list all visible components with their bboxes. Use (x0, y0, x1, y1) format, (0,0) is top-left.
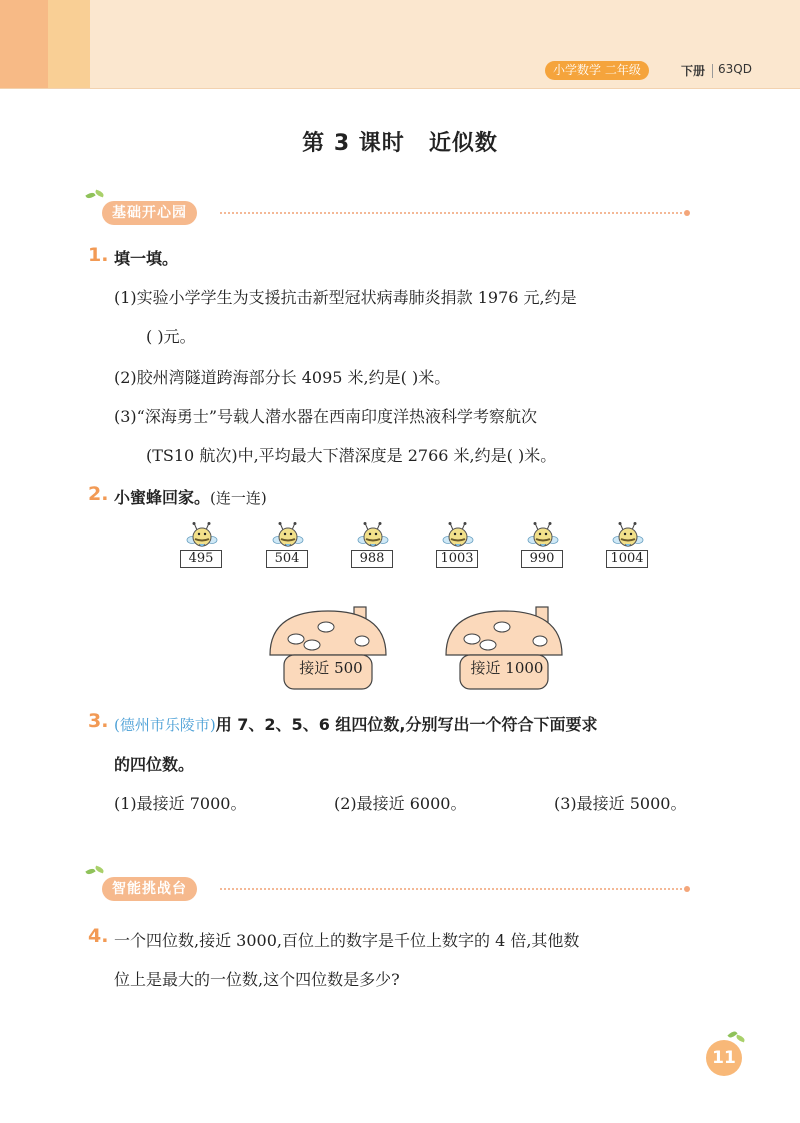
section-header-challenge (86, 877, 706, 901)
question-source: (德州市乐陵市) (114, 716, 216, 734)
question-item: (2)最接近 6000。 (334, 794, 467, 813)
bee-number-box: 988 (351, 550, 393, 568)
mushroom-house-500 (266, 605, 396, 690)
question-item: (3)最接近 5000。 (554, 794, 687, 813)
question-title (114, 712, 597, 735)
section-dotted-line (220, 212, 682, 214)
leaf-icon (85, 867, 95, 876)
header-accent-block (48, 0, 90, 88)
bee-icon (186, 522, 218, 552)
section-label: 基础开心园 (102, 201, 197, 225)
question-title-text: 小蜜蜂回家。 (114, 488, 211, 507)
header-separator (712, 64, 713, 78)
question-title (114, 485, 267, 508)
book-volume: 下册 (681, 64, 706, 78)
leaf-icon (94, 190, 104, 198)
question-item-continued: (TS10 航次)中,平均最大下潜深度是 2766 米,约是( )米。 (146, 446, 557, 465)
section-end-dot (684, 210, 690, 216)
bee-1003 (436, 522, 480, 572)
question-number: 2. (88, 483, 109, 505)
bee-icon (527, 522, 559, 552)
question-number: 3. (88, 710, 109, 732)
question-title: 填一填。 (114, 249, 179, 268)
page-number: 11 (706, 1040, 742, 1076)
section-header-basic (86, 201, 706, 225)
header-band (0, 0, 800, 88)
bee-number-box: 504 (266, 550, 308, 568)
question-item-continued: ( )元。 (146, 327, 196, 346)
bee-icon (272, 522, 304, 552)
question-number: 4. (88, 925, 109, 947)
book-edition: 63QD (718, 62, 752, 76)
lesson-name: 近似数 (428, 131, 498, 156)
mushroom-house-1000 (442, 605, 572, 690)
leaf-icon (85, 191, 95, 200)
bee-990 (521, 522, 565, 572)
bee-1004 (606, 522, 650, 572)
bee-504 (266, 522, 310, 572)
bee-number-box: 990 (521, 550, 563, 568)
lesson-title (0, 126, 800, 157)
bee-icon (442, 522, 474, 552)
bee-icon (612, 522, 644, 552)
question-item: (2)胶州湾隧道跨海部分长 4095 米,约是( )米。 (114, 368, 451, 387)
question-title-continued: 的四位数。 (114, 755, 195, 774)
header-accent-block (0, 0, 48, 88)
lesson-number: 第 3 课时 (302, 131, 405, 156)
bee-number-box: 1003 (436, 550, 478, 568)
bee-988 (351, 522, 395, 572)
bee-495 (180, 522, 224, 572)
question-item: (1)最接近 7000。 (114, 794, 247, 813)
leaf-icon (94, 866, 104, 874)
book-tag: 小学数学 二年级 (545, 61, 649, 80)
house-label: 接近 1000 (470, 659, 544, 677)
question-item: (3)“深海勇士”号载人潜水器在西南印度洋热液科学考察航次 (114, 407, 538, 426)
question-title-text: 用 7、2、5、6 组四位数,分别写出一个符合下面要求 (215, 715, 598, 734)
header-divider (0, 88, 800, 89)
bee-number-box: 495 (180, 550, 222, 568)
house-label: 接近 500 (299, 659, 363, 677)
question-number: 1. (88, 244, 109, 266)
question-text-continued: 位上是最大的一位数,这个四位数是多少? (114, 970, 400, 989)
question-item: (1)实验小学学生为支援抗击新型冠状病毒肺炎捐款 1976 元,约是 (114, 288, 577, 307)
question-hint: (连一连) (210, 489, 267, 507)
leaf-icon (735, 1035, 745, 1043)
section-end-dot (684, 886, 690, 892)
bee-number-box: 1004 (606, 550, 648, 568)
section-label: 智能挑战台 (102, 877, 197, 901)
bee-icon (357, 522, 389, 552)
section-dotted-line (220, 888, 682, 890)
question-text: 一个四位数,接近 3000,百位上的数字是千位上数字的 4 倍,其他数 (114, 931, 580, 950)
